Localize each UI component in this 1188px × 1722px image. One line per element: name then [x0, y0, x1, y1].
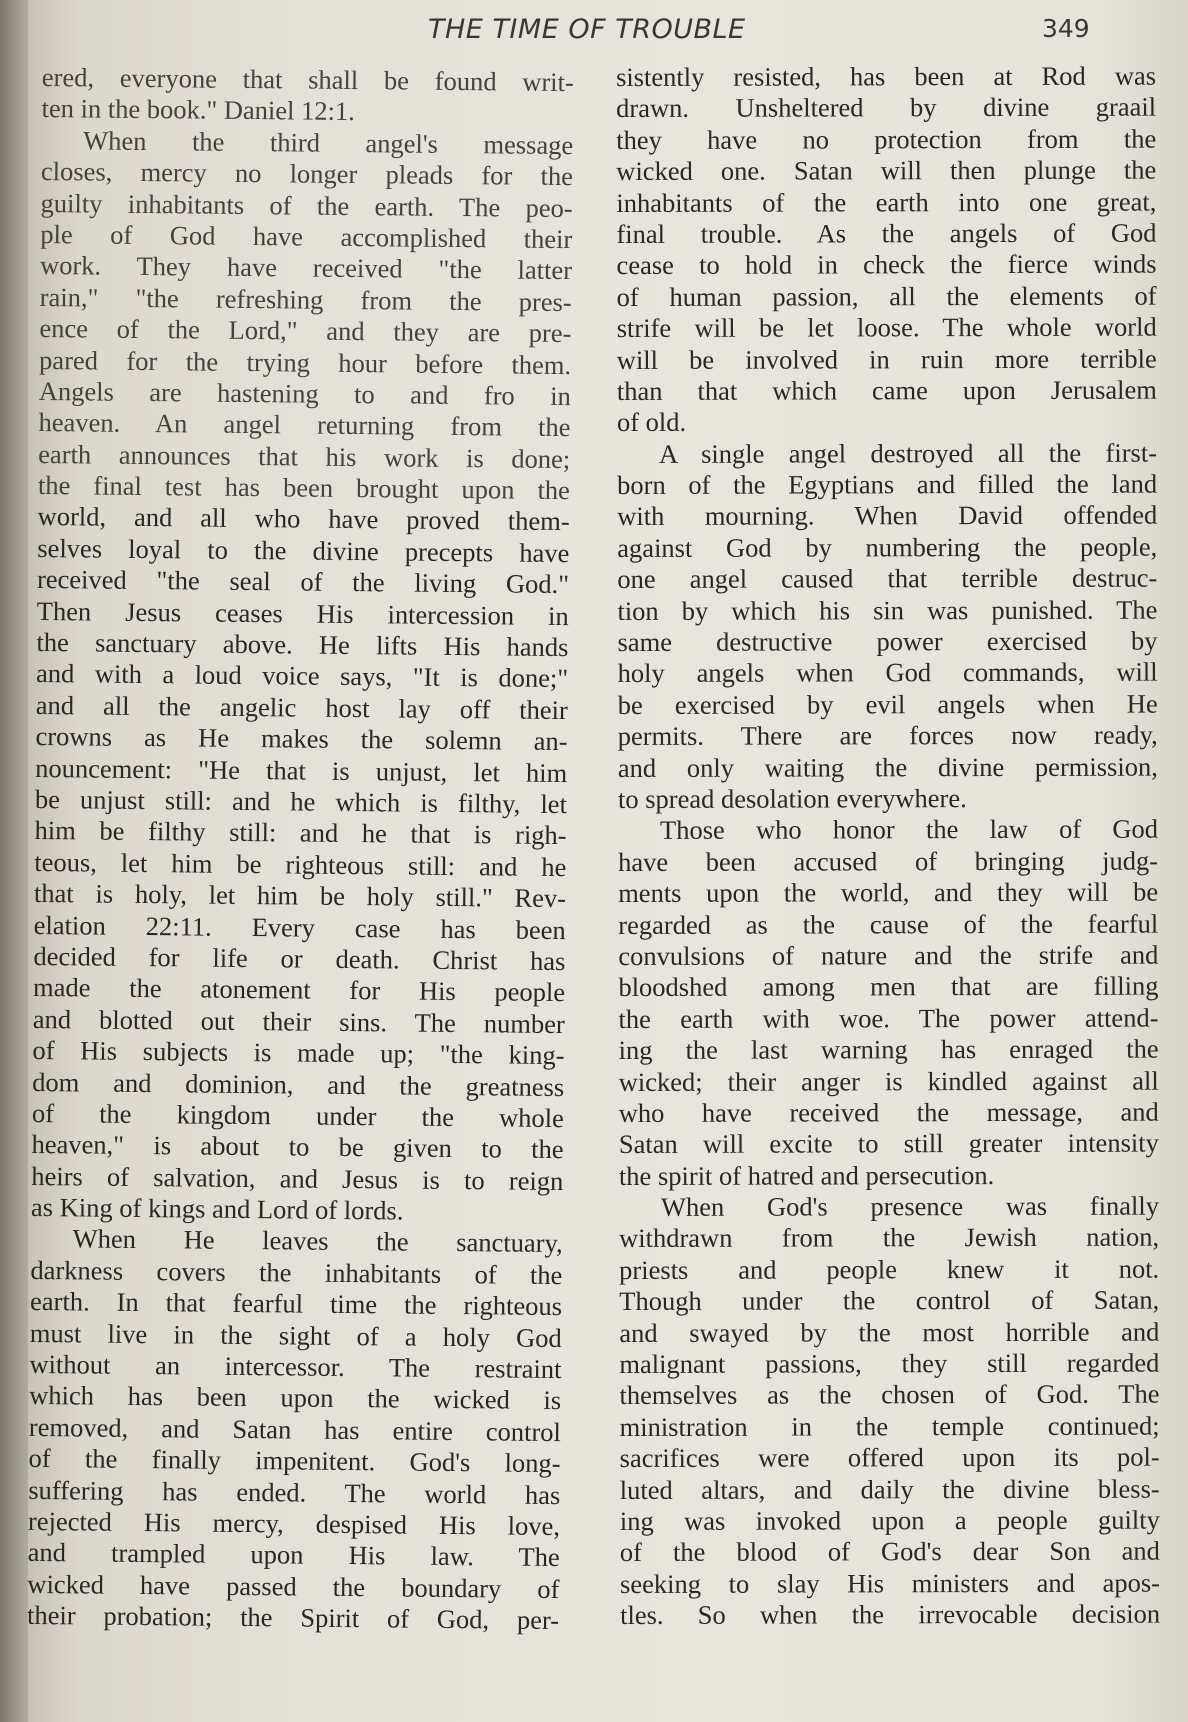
text-line: of His subjects is made up; "the king-	[32, 1035, 565, 1071]
text-line: Then Jesus ceases His intercession in	[36, 595, 569, 631]
text-line: who have received the message, and	[618, 1096, 1159, 1128]
text-line: themselves as the chosen of God. The	[619, 1378, 1160, 1411]
page-number: 349	[1042, 14, 1090, 43]
text-line: tles. So when the irrevocable decision	[620, 1598, 1161, 1631]
text-column-right	[616, 61, 1160, 1632]
text-line: which has been upon the wicked is	[29, 1380, 562, 1416]
text-line: darkness covers the inhabitants of the	[30, 1254, 563, 1290]
text-line: bloodshed among men that are filling	[618, 970, 1159, 1003]
text-line: crowns as He makes the solemn an-	[35, 721, 568, 757]
text-line: and swayed by the most horrible and	[619, 1316, 1160, 1348]
text-line: heaven," is about to be given to the	[31, 1129, 564, 1165]
text-line: convulsions of nature and the strife and	[618, 939, 1159, 971]
text-line: wicked; their anger is kindled against all	[618, 1065, 1159, 1097]
text-line: ing the last warning has enraged the	[618, 1033, 1159, 1066]
text-line: holy angels when God commands, will	[617, 657, 1158, 689]
text-line: ence of the Lord," and they are pre-	[39, 313, 572, 349]
text-line: with mourning. When David offended	[617, 500, 1158, 532]
text-line: one angel caused that terrible destruc-	[617, 562, 1158, 595]
text-line: must live in the sight of a holy God	[29, 1317, 562, 1353]
text-line: seeking to slay His ministers and apos-	[619, 1567, 1161, 1599]
text-line: to spread desolation everywhere.	[617, 783, 967, 814]
text-line: ments upon the world, and they will be	[618, 876, 1159, 909]
text-line: ing was invoked upon a people guilty	[619, 1504, 1160, 1536]
text-line: than that which came upon Jerusalem	[616, 374, 1157, 406]
text-line: rain," "the refreshing from the pres-	[39, 281, 572, 317]
text-line: drawn. Unsheltered by divine graail	[616, 91, 1157, 124]
text-line: sacrifices were offered upon its pol-	[619, 1441, 1160, 1474]
text-line: rejected His mercy, despised His love,	[27, 1505, 561, 1542]
text-line: tion by which his sin was punished. The	[617, 594, 1158, 626]
text-line: selves loyal to the divine precepts have	[37, 532, 570, 568]
text-line: be exercised by evil angels when He	[617, 688, 1158, 720]
text-line: suffering has ended. The world has	[28, 1474, 561, 1510]
text-line: earth announces that his work is done;	[38, 438, 571, 474]
text-line: ten in the book." Daniel 12:1.	[41, 93, 355, 127]
text-line: strife will be let loose. The whole world	[616, 311, 1157, 344]
page-gutter-shadow	[0, 0, 28, 1722]
text-line: malignant passions, they still regarded	[619, 1347, 1160, 1380]
text-line: born of the Egyptians and filled the land	[617, 468, 1158, 501]
text-line: Angels are hastening to and fro in	[38, 375, 571, 411]
text-line: removed, and Satan has entire control	[28, 1411, 562, 1447]
text-line: of old.	[616, 407, 687, 438]
text-line: priests and people knew it not.	[619, 1253, 1160, 1285]
running-head-title: THE TIME OF TROUBLE	[428, 14, 746, 45]
text-line: guilty inhabitants of the earth. The peo-	[40, 187, 573, 223]
text-line: the spirit of hatred and persecution.	[618, 1159, 995, 1191]
text-line: and only waiting the divine permission,	[617, 751, 1158, 783]
text-line: cease to hold in check the fierce winds	[616, 248, 1157, 281]
text-line: him be filthy still: and he that is righ-	[34, 815, 567, 851]
text-line: pared for the trying hour before them.	[39, 344, 572, 380]
text-line: luted altars, and daily the divine bless-	[619, 1473, 1160, 1505]
text-line: When the third angel's message	[83, 125, 574, 160]
text-line: wicked one. Satan will then plunge the	[616, 154, 1157, 187]
text-line: permits. There are forces now ready,	[617, 719, 1158, 752]
text-line: they have no protection from the	[616, 123, 1157, 155]
text-line: teous, let him be righteous still: and he	[34, 846, 567, 882]
text-line: When God's presence was finally	[660, 1190, 1160, 1222]
text-line: and with a loud voice says, "It is done;"	[35, 658, 569, 694]
text-line: be unjust still: and he which is filthy, let	[34, 783, 568, 820]
text-line: of the finally impenitent. God's long-	[28, 1443, 561, 1479]
text-line: heirs of salvation, and Jesus is to reign	[31, 1160, 564, 1196]
text-line: regarded as the cause of the fearful	[618, 908, 1159, 940]
text-line: A single angel destroyed all the first-	[658, 437, 1158, 469]
text-line: the earth with woe. The power attend-	[618, 1002, 1159, 1034]
text-line: ple of God have accomplished their	[40, 218, 573, 255]
text-line: the sanctuary above. He lifts His hands	[36, 627, 569, 663]
text-line: as King of kings and Lord of lords.	[30, 1192, 404, 1226]
text-line: heaven. An angel returning from the	[38, 407, 571, 443]
text-line: and blotted out their sins. The number	[32, 1003, 565, 1039]
text-line: dom and dominion, and the greatness	[32, 1066, 565, 1102]
text-line: earth. In that fearful time the righteous	[29, 1286, 563, 1322]
text-line: their probation; the Spirit of God, per-	[26, 1600, 560, 1636]
text-line: elation 22:11. Every case has been	[33, 909, 566, 945]
text-line: Though under the control of Satan,	[619, 1284, 1160, 1317]
text-line: closes, mercy no longer pleads for the	[40, 156, 574, 192]
text-line: of the blood of God's dear Son and	[619, 1535, 1160, 1568]
text-line: world, and all who have proved them-	[37, 501, 570, 537]
text-line: inhabitants of the earth into one great,	[616, 186, 1157, 218]
text-line: received "the seal of the living God."	[36, 564, 570, 600]
text-line: against God by numbering the people,	[617, 531, 1158, 563]
text-line: ministration in the temple continued;	[619, 1410, 1160, 1442]
text-line: sistently resisted, has been at Rod was	[616, 60, 1157, 92]
text-line: the final test has been brought upon the	[37, 470, 571, 506]
text-line: Satan will excite to still greater intensity	[618, 1127, 1159, 1160]
text-line: same destructive power exercised by	[617, 625, 1158, 658]
text-line: Those who honor the law of God	[659, 813, 1159, 846]
text-line: ered, everyone that shall be found writ-	[41, 62, 574, 98]
text-line: final trouble. As the angels of God	[616, 217, 1157, 249]
text-line: that is holy, let him be holy still." Rev-	[33, 878, 567, 914]
text-line: will be involved in ruin more terrible	[616, 343, 1157, 375]
text-line: When He leaves the sanctuary,	[72, 1223, 563, 1259]
text-line: of human passion, all the elements of	[616, 280, 1157, 312]
text-line: wicked have passed the boundary of	[27, 1568, 560, 1604]
text-line: and trampled upon His law. The	[27, 1537, 560, 1573]
text-line: decided for life or death. Christ has	[33, 940, 566, 977]
text-line: nouncement: "He that is unjust, let him	[35, 752, 568, 788]
text-line: work. They have received "the latter	[39, 250, 573, 286]
text-line: without an intercessor. The restraint	[29, 1348, 562, 1385]
text-line: made the atonement for His people	[32, 972, 566, 1008]
text-column-left	[27, 62, 574, 1637]
text-line: withdrawn from the Jewish nation,	[619, 1222, 1160, 1254]
text-line: and all the angelic host lay off their	[35, 689, 568, 725]
text-line: of the kingdom under the whole	[31, 1097, 565, 1133]
text-line: have been accused of bringing judg-	[618, 845, 1159, 877]
